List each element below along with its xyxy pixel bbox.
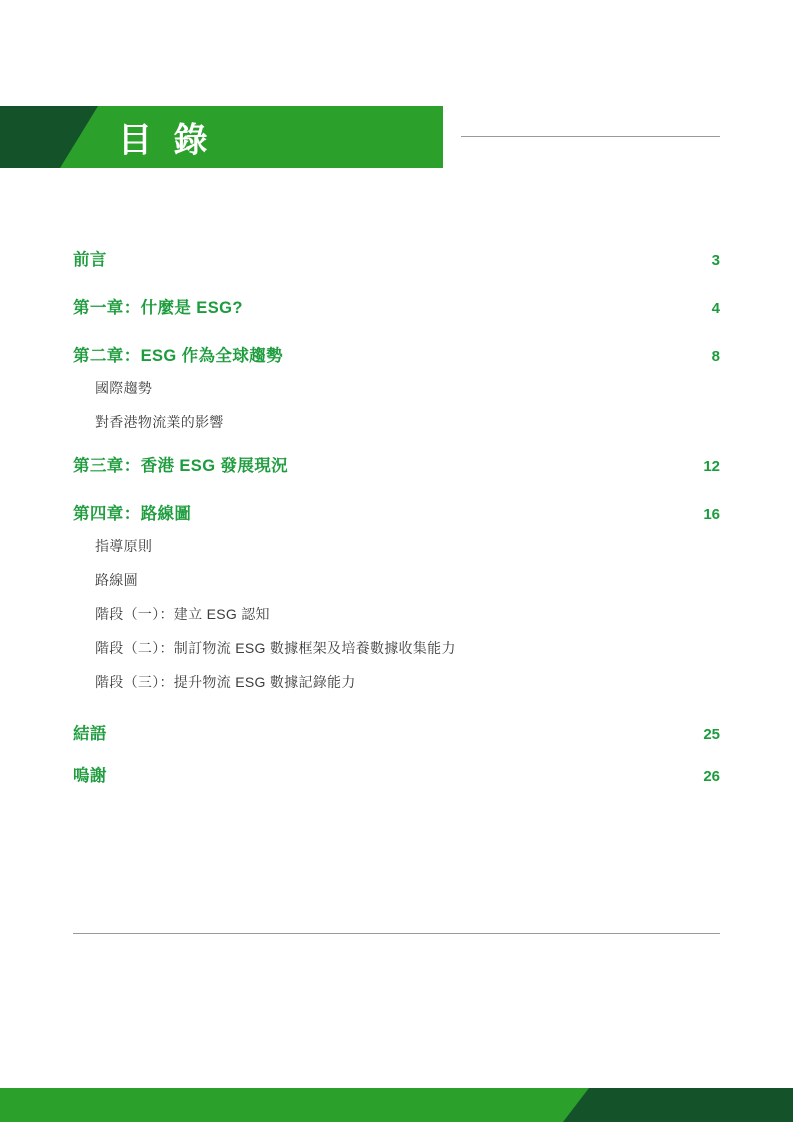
toc-entry-subsection[interactable] <box>73 412 720 432</box>
toc-entry-subsection[interactable] <box>73 604 720 624</box>
toc-entry-subsection[interactable] <box>73 378 720 398</box>
toc-entry-page: 25 <box>703 726 720 743</box>
toc-entry-label: 第四章：路線圖 <box>73 505 192 523</box>
toc-entry-page: 8 <box>711 348 720 365</box>
header-divider <box>461 136 720 137</box>
toc-entry-label: 對香港物流業的影響 <box>95 414 224 430</box>
footer-green-block <box>0 1088 600 1122</box>
toc-entry-label: 路線圖 <box>95 572 138 588</box>
toc-entry-label: 指導原則 <box>95 538 153 554</box>
toc-spacer <box>73 712 720 720</box>
toc-entry-label: 結語 <box>73 725 107 743</box>
toc-entry-label: 國際趨勢 <box>95 380 153 396</box>
toc-entry-label: 階段（二）：制訂物流 ESG 數據框架及培養數據收集能力 <box>95 640 456 656</box>
toc-entry-label: 階段（一）：建立 ESG 認知 <box>95 606 270 622</box>
toc-entry-chapter[interactable] <box>73 762 720 786</box>
toc-entry-chapter[interactable] <box>73 246 720 270</box>
toc-entry-label: 第三章：香港 ESG 發展現況 <box>73 457 289 475</box>
toc-bottom-divider <box>73 933 720 934</box>
toc-entry-chapter[interactable] <box>73 720 720 744</box>
toc-entry-subsection[interactable] <box>73 536 720 556</box>
toc-entry-subsection[interactable] <box>73 638 720 658</box>
toc-entry-label: 前言 <box>73 251 107 269</box>
toc-entry-label: 第二章：ESG 作為全球趨勢 <box>73 347 284 365</box>
page-footer-banner <box>0 1088 793 1122</box>
toc-entry-chapter[interactable] <box>73 500 720 524</box>
toc-entry-page: 12 <box>703 458 720 475</box>
toc-entry-subsection[interactable] <box>73 672 720 692</box>
page-header-banner <box>0 106 443 168</box>
toc-subsection-group <box>73 536 720 692</box>
toc-entry-label: 階段（三）：提升物流 ESG 數據記錄能力 <box>95 674 356 690</box>
toc-entry-subsection[interactable] <box>73 570 720 590</box>
toc-entry-chapter[interactable] <box>73 452 720 476</box>
toc-entry-page: 16 <box>703 506 720 523</box>
toc-entry-label: 嗚謝 <box>73 767 107 785</box>
footer-dark-block <box>563 1088 793 1122</box>
toc-entry-page: 4 <box>711 300 720 317</box>
toc-entry-page: 26 <box>703 768 720 785</box>
table-of-contents <box>73 246 720 810</box>
toc-entry-page: 3 <box>711 252 720 269</box>
toc-entry-chapter[interactable] <box>73 342 720 366</box>
toc-subsection-group <box>73 378 720 432</box>
page-title: 目 錄 <box>118 121 214 160</box>
toc-entry-chapter[interactable] <box>73 294 720 318</box>
toc-entry-label: 第一章：什麼是 ESG? <box>73 299 243 317</box>
